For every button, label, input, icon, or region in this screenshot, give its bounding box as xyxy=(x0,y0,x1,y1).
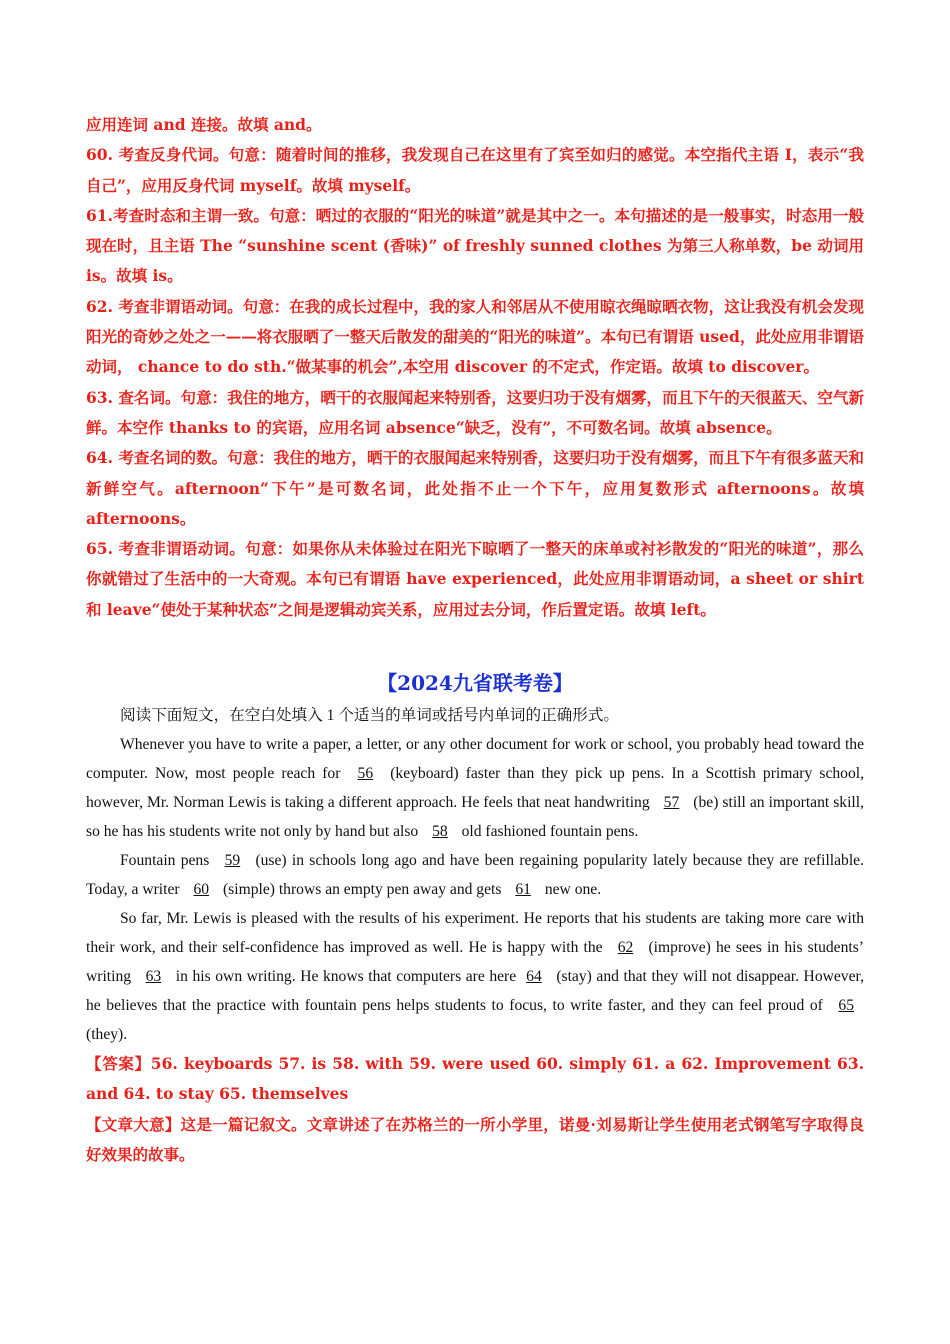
blank-58: 58 xyxy=(432,823,448,841)
passage-text: (simple) throws an empty pen away and gets xyxy=(219,881,506,899)
document-page xyxy=(86,110,864,1170)
passage-text: (they). xyxy=(86,1026,128,1044)
explanation-62: 62. 考查非谓语动词。句意：在我的成长过程中，我的家人和邻居从不使用晾衣绳晾晒衣物，这让我没有机会发现阳光的奇妙之处之一——将衣服晒了一整天后散发的甜美的“阳光的味道”。本句已有谓语 used，此处应用非谓语动词， chance to do sth.“做某事的机会”,本空用 discover 的不定式，作定语。故填 to discover。 xyxy=(86,296,864,377)
explanation-64: 64. 考查名词的数。句意：我住的地方，晒干的衣服闻起来特别香，这要归功于没有烟雾，而且下午有很多蓝天和新鲜空气。afternoon“下午”是可数名词，此处指不止一个下午，应用复数形式 afternoons。故填 afternoons。 xyxy=(86,448,864,528)
explanation-59-tail: 应用连词 and 连接。故填 and。 xyxy=(86,115,322,134)
answer-explanations xyxy=(86,110,864,625)
blank-63: 63 xyxy=(145,968,162,986)
instruction: 阅读下面短文，在空白处填入 1 个适当的单词或括号内单词的正确形式。 xyxy=(120,707,620,725)
passage-text: (use) in schools long ago and have been regaining popularity lately because they are refillable. Today, a writer xyxy=(86,852,864,899)
explanation-60: 60. 考查反身代词。句意：随着时间的推移，我发现自己在这里有了宾至如归的感觉。本空指代主语 I，表示“我自己”，应用反身代词 myself。故填 myself。 xyxy=(86,145,864,195)
passage-text: Whenever you have to write a paper, a letter, or any other document for work or school, you probably head toward the computer. Now, most people reach for xyxy=(86,736,864,783)
summary-line: 【文章大意】这是一篇记叙文。文章讲述了在苏格兰的一所小学里，诺曼·刘易斯让学生使用老式钢笔写字取得良好效果的故事。 xyxy=(86,1114,864,1164)
passage-paragraph-3 xyxy=(86,904,864,1049)
passage-text: So far, Mr. Lewis is pleased with the results of his experiment. He reports that his students are taking more care with their work, and their self-confidence has improved as well. He is happy with the xyxy=(86,910,864,957)
explanation-63: 63. 查名词。句意：我住的地方，晒干的衣服闻起来特别香，这要归功于没有烟雾，而且下午的天很蓝天、空气新鲜。本空作 thanks to 的宾语，应用名词 absence“缺乏，没有”，不可数名词。故填 absence。 xyxy=(86,387,864,437)
explanation-61: 61.考查时态和主谓一致。句意：晒过的衣服的“阳光的味道”就是其中之一。本句描述的是一般事实，时态用一般现在时，且主语 The “sunshine scent (香味)” of freshly sunned clothes 为第三人称单数，be 动词用 is。故填 is。 xyxy=(86,205,864,286)
passage-text: (keyboard) faster than they pick up pens. In a Scottish primary school, however, Mr. Norman Lewis is taking a different approach. He feels that neat handwriting xyxy=(86,765,864,812)
answer-line: 【答案】56. keyboards 57. is 58. with 59. were used 60. simply 61. a 62. Improvement 63. and 64. to stay 65. themselves xyxy=(86,1054,864,1104)
blank-57: 57 xyxy=(663,794,680,812)
passage-text: Fountain pens xyxy=(120,852,215,870)
passage-paragraph-2 xyxy=(86,846,864,904)
blank-60: 60 xyxy=(193,881,210,899)
blank-59: 59 xyxy=(224,852,241,870)
passage-text: (stay) and that they will not disappear. However, he believes that the practice with fountain pens helps students to focus, to write faster, and they can feel proud of xyxy=(86,968,864,1015)
section-title: 【2024九省联考卷】 xyxy=(377,671,573,696)
explanation-65: 65. 考查非谓语动词。句意：如果你从未体验过在阳光下晾晒了一整天的床单或衬衫散发的“阳光的味道”，那么你就错过了生活中的一大奇观。本句已有谓语 have experienced，此处应用非谓语动词，a sheet or shirt 和 leave“使处于某种状态”之间是逻辑动宾关系，应用过去分词，作后置定语。故填 left。 xyxy=(86,539,864,619)
exercise-passage xyxy=(86,701,864,1049)
passage-text: old fashioned fountain pens. xyxy=(457,823,639,841)
blank-62: 62 xyxy=(617,939,634,957)
passage-text: new one. xyxy=(540,881,602,899)
answer-key xyxy=(86,1049,864,1170)
blank-65: 65 xyxy=(838,997,854,1015)
passage-paragraph-1 xyxy=(86,730,864,846)
passage-text: (improve) he sees in his students’ writing xyxy=(86,939,864,986)
passage-text: in his own writing. He knows that computers are here xyxy=(171,968,517,986)
blank-61: 61 xyxy=(515,881,531,899)
passage-text: (be) still an important skill, so he has his students write not only by hand but also xyxy=(86,794,864,841)
blank-56: 56 xyxy=(357,765,374,783)
blank-64: 64 xyxy=(526,968,542,986)
